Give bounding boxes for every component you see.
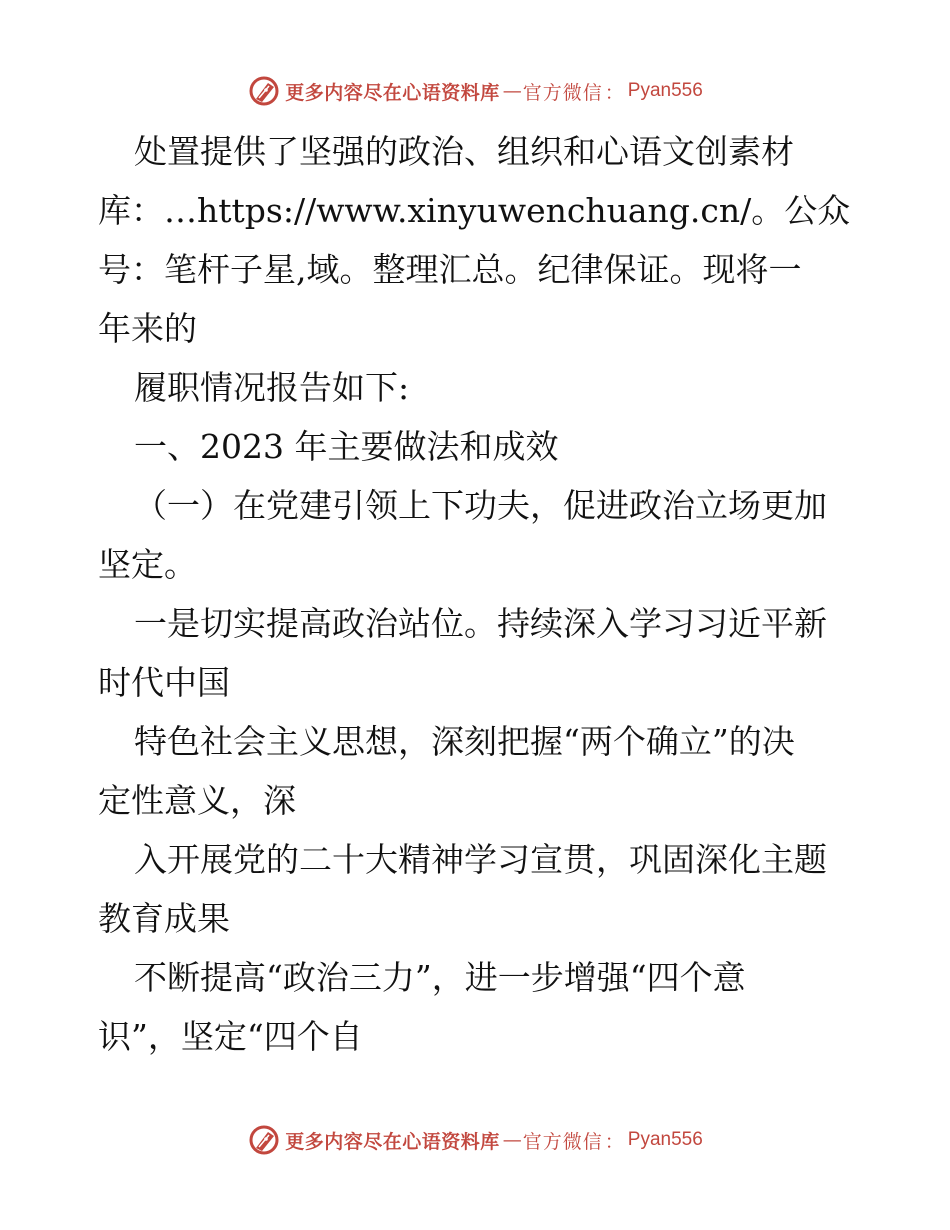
text-line: 时代中国 <box>98 663 230 702</box>
text-line: 库：…https://www.xinyuwenchuang.cn/。公众 <box>98 191 851 230</box>
banner-wechat-id: Pyan556 <box>627 80 703 101</box>
pen-nib-circle-icon <box>247 1123 281 1157</box>
text-line: 号：笔杆子星,域。整理汇总。纪律保证。现将一 <box>98 250 802 289</box>
text-line: 履职情况报告如下: <box>134 368 410 407</box>
banner-dash: — <box>502 80 520 102</box>
banner-separator: ： <box>604 1130 624 1153</box>
footer-banner <box>0 1120 950 1160</box>
banner-main-text: 更多内容尽在心语资料库 <box>285 1130 500 1153</box>
banner-separator: ： <box>604 81 624 104</box>
header-banner <box>0 71 950 111</box>
text-line: 一是切实提高政治站位。持续深入学习习近平新 <box>134 604 827 643</box>
banner-main-text: 更多内容尽在心语资料库 <box>285 81 500 104</box>
banner-label: 官方微信 <box>522 81 603 104</box>
text-line: 坚定。 <box>98 545 197 584</box>
banner-dash: — <box>502 1129 520 1151</box>
text-line: 入开展党的二十大精神学习宣贯，巩固深化主题 <box>134 840 827 879</box>
text-line: 不断提高“政治三力”，进一步增强“四个意 <box>134 958 746 997</box>
text-line: 年来的 <box>98 309 197 348</box>
pen-nib-circle-icon <box>247 74 281 108</box>
text-line: 处置提供了坚强的政治、组织和心语文创素材 <box>134 132 794 171</box>
banner-wechat-id: Pyan556 <box>627 1129 703 1150</box>
body-text <box>98 122 858 1066</box>
banner-label: 官方微信 <box>522 1130 603 1153</box>
subsection-heading: （一）在党建引领上下功夫，促进政治立场更加 <box>134 486 827 525</box>
section-heading: 一、2023 年主要做法和成效 <box>134 427 559 466</box>
text-line: 识”，坚定“四个自 <box>98 1017 363 1056</box>
text-line: 定性意义，深 <box>98 781 296 820</box>
text-line: 特色社会主义思想，深刻把握“两个确立”的决 <box>134 722 795 761</box>
text-line: 教育成果 <box>98 899 230 938</box>
